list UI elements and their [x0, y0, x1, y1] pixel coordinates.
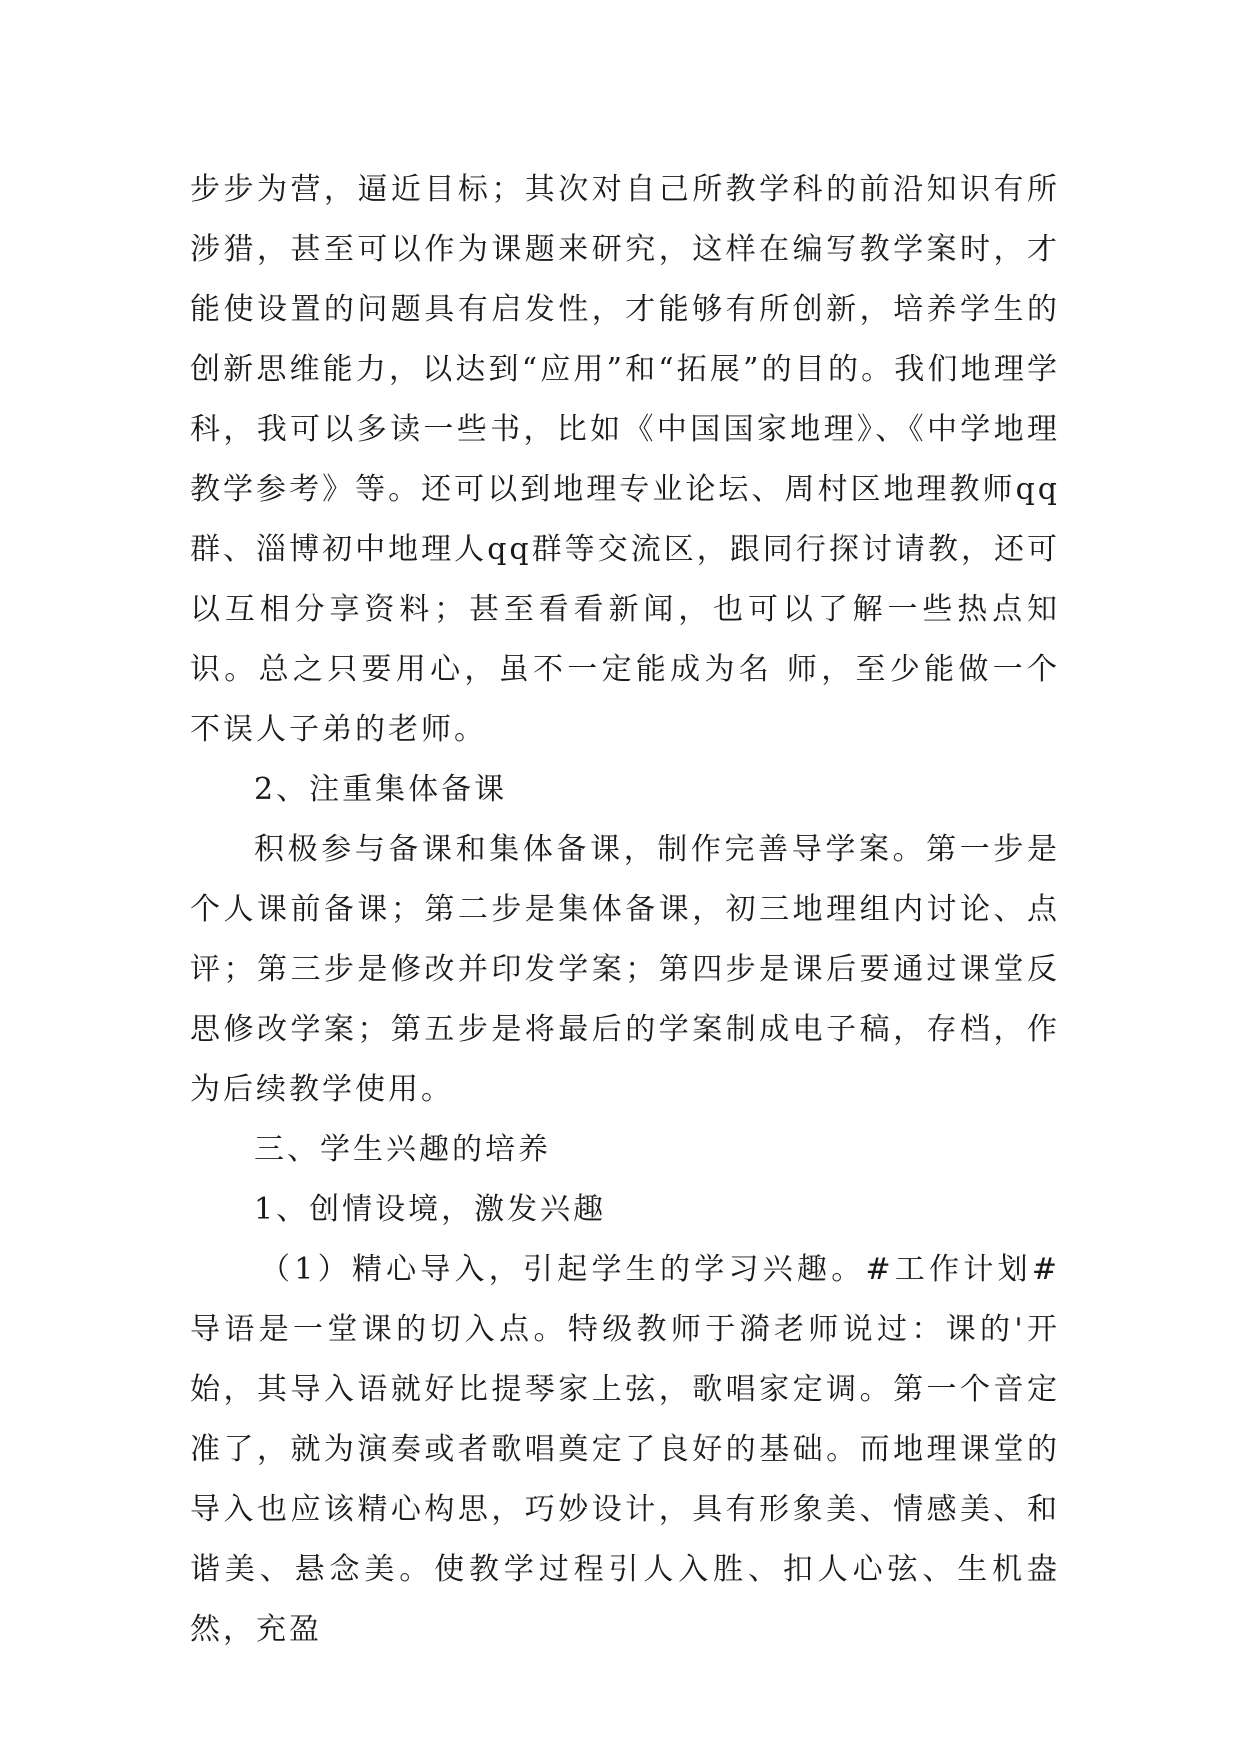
section-heading-student-interest: 三、学生兴趣的培养: [254, 1132, 551, 1167]
paragraph-lesson-prep-steps: 积极参与备课和集体备课，制作完善导学案。第一步是个人课前备课；第二步是集体备课，初三地理组内讨论、点评；第三步是修改并印发学案；第四步是课后要通过课堂反思修改学案；第五步是将最后的学案制成电子稿，存档，作为后续教学使用。: [190, 832, 1060, 1107]
paragraph-lesson-introduction: （1）精心导入，引起学生的学习兴趣。#工作计划# 导语是一堂课的切入点。特级教师于漪老师说过：课的'开始，其导入语就好比提琴家上弦，歌唱家定调。第一个音定准了，就为演奏或者歌唱奠定了良好的基础。而地理课堂的导入也应该精心构思，巧妙设计，具有形象美、情感美、和谐美、悬念美。使教学过程引人入胜、扣人心弦、生机盎然，充盈: [190, 1252, 1060, 1647]
paragraph-continuation: 步步为营，逼近目标；其次对自己所教学科的前沿知识有所涉猎，甚至可以作为课题来研究，这样在编写教学案时，才能使设置的问题具有启发性，才能够有所创新，培养学生的创新思维能力，以达到“应用”和“拓展”的目的。我们地理学科，我可以多读一些书，比如《中国国家地理》、《中学地理教学参考》等。还可以到地理专业论坛、周村区地理教师qq群、淄博初中地理人qq群等交流区，跟同行探讨请教，还可以互相分享资料；甚至看看新闻，也可以了解一些热点知识。总之只要用心，虽不一定能成为名 师，至少能做一个不误人子弟的老师。: [190, 172, 1060, 747]
section-heading-collective-lesson-prep: 2、注重集体备课: [254, 772, 508, 807]
subsection-heading-create-situation: 1、创情设境，激发兴趣: [254, 1192, 607, 1227]
document-page: [190, 160, 1060, 1660]
